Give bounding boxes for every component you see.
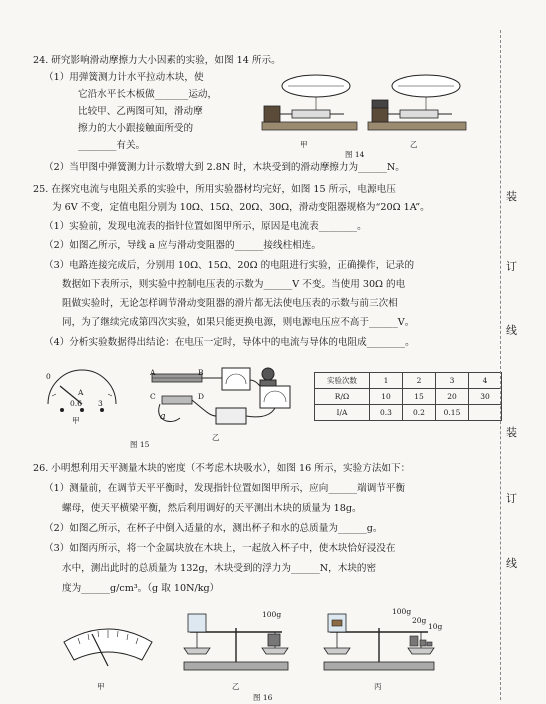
- table-cell: I/A: [315, 405, 370, 421]
- fig14-label-jia: 甲: [300, 140, 308, 149]
- table-cell: 0.2: [403, 405, 436, 421]
- q25-part3-line4: 同，为了继续完成第四次实验，如果只能更换电源，则电源电压应不高于______V。: [62, 317, 415, 328]
- terminal-b: B: [198, 368, 204, 377]
- q25-part1: （1）实验前，发现电流表的指针位置如图甲所示，原因是电流表________。: [44, 221, 367, 232]
- wire-a-label: a: [160, 411, 166, 422]
- q24-part1-line3: 比较甲、乙两图可知，滑动摩: [78, 106, 203, 117]
- q24-stem: 24. 研究影响滑动摩擦力大小因素的实验，如图 14 所示。: [33, 55, 281, 66]
- table-cell: 30: [469, 389, 502, 405]
- q25-data-table: [314, 372, 502, 421]
- table-cell: 0.15: [436, 405, 469, 421]
- q24-part1-line2: 它沿水平长木板做_______运动，: [78, 89, 218, 100]
- q25-stem-line1: 25. 在探究电流与电阻关系的实验中，所用实验器材均完好，如图 15 所示，电源电压: [33, 184, 396, 195]
- fig16-weight-bing-20: 20g: [412, 616, 427, 625]
- fig16-label-jia: 甲: [97, 682, 105, 691]
- table-cell: 10: [370, 389, 403, 405]
- q26-part1-line2: 螺母，使天平横梁平衡，然后利用调好的天平测出木块的质量为 18g。: [62, 503, 362, 514]
- binding-line: [500, 30, 502, 700]
- fig16-weight-bing-10: 10g: [428, 622, 443, 631]
- binding-char: 线: [506, 324, 517, 337]
- q26-part3-line1: （3）如图丙所示，将一个金属块放在木块上，一起放入杯子中，使木块恰好浸没在: [44, 543, 396, 554]
- table-cell: R/Ω: [315, 389, 370, 405]
- fig14-caption: 图 14: [345, 150, 365, 159]
- terminal-a: A: [150, 368, 156, 377]
- q25-part3-line2: 数据如下表所示，则实验中控制电压表的示数为______V 不变。当使用 30Ω 的电: [62, 279, 406, 290]
- ammeter-label-06: 0.6: [70, 399, 82, 408]
- figure-14: [256, 70, 476, 160]
- fig15-meter-box: [258, 384, 294, 412]
- table-cell: 20: [436, 389, 469, 405]
- binding-char: 装: [506, 190, 517, 203]
- q26-part3-line2: 水中，测出此时的总质量为 132g，木块受到的浮力为______N，木块的密: [62, 563, 377, 574]
- q25-part2: （2）如图乙所示，导线 a 应与滑动变阻器的______接线柱相连。: [44, 240, 321, 251]
- table-cell: 2: [403, 373, 436, 389]
- fig15-label-jia: 甲: [72, 416, 80, 425]
- q24-part2: （2）当甲图中弹簧测力计示数增大到 2.8N 时，木块受到的滑动摩擦力为______N。: [44, 162, 405, 173]
- terminal-d: D: [198, 392, 205, 401]
- fig16-label-bing: 丙: [374, 682, 382, 691]
- table-row: [315, 373, 502, 389]
- table-row: [315, 389, 502, 405]
- fig15-label-yi: 乙: [212, 433, 220, 442]
- q25-part3-line3: 阻做实验时，无论怎样调节滑动变阻器的滑片都无法使电压表的示数与前三次相: [62, 298, 398, 309]
- table-cell: 4: [469, 373, 502, 389]
- fig16-label-yi: 乙: [232, 682, 240, 691]
- fig16-scale-dial: [58, 620, 158, 670]
- table-cell: 3: [436, 373, 469, 389]
- q26-stem: 26. 小明想利用天平测量木块的密度（不考虑木块吸水），如图 16 所示，实验方法如下：: [33, 463, 411, 474]
- q26-part1-line1: （1）测量前，在调节天平平衡时，发现指针位置如图甲所示，应向______端调节平衡: [44, 483, 406, 494]
- ammeter-label-0: 0: [46, 372, 51, 381]
- q24-part1-line4: 擦力的大小跟接触面所受的: [78, 123, 194, 134]
- table-row: [315, 405, 502, 421]
- fig14-label-yi: 乙: [410, 140, 418, 149]
- binding-char: 订: [506, 260, 517, 273]
- fig16-weight-yi: 100g: [262, 610, 282, 619]
- q26-part3-line3: 度为______g/cm³。（g 取 10N/kg）: [62, 583, 220, 594]
- q24-part1-line1: （1）用弹簧测力计水平拉动木块，使: [44, 72, 204, 83]
- fig16-caption: 图 16: [253, 693, 273, 702]
- q25-stem-line2: 为 6V 不变，定值电阻分别为 10Ω、15Ω、20Ω、30Ω，滑动变阻器规格为“20Ω 1A”。: [52, 202, 430, 213]
- table-cell: 实验次数: [315, 373, 370, 389]
- q25-part4: （4）分析实验数据得出结论：在电压一定时，导体中的电流与导体的电阻成________。: [44, 337, 415, 348]
- table-cell: 1: [370, 373, 403, 389]
- q25-part3-line1: （3）电路连接完成后，分别用 10Ω、15Ω、20Ω 的电阻进行实验，正确操作，记录的: [44, 260, 415, 271]
- table-cell: 0.3: [370, 405, 403, 421]
- ammeter-label-a: A: [78, 388, 84, 397]
- fig16-weight-bing-100: 100g: [392, 607, 412, 616]
- binding-char: 订: [506, 492, 517, 505]
- q26-part2: （2）如图乙所示，在杯子中倒入适量的水，测出杯子和水的总质量为______g。: [44, 523, 383, 534]
- binding-char: 线: [506, 557, 517, 570]
- table-cell: 15: [403, 389, 436, 405]
- ammeter-label-3: 3: [98, 399, 103, 408]
- table-cell: [469, 405, 502, 421]
- binding-char: 装: [506, 426, 517, 439]
- q24-part1-line5: ________有关。: [78, 140, 146, 151]
- fig15-caption: 图 15: [130, 440, 150, 449]
- terminal-c: C: [150, 392, 156, 401]
